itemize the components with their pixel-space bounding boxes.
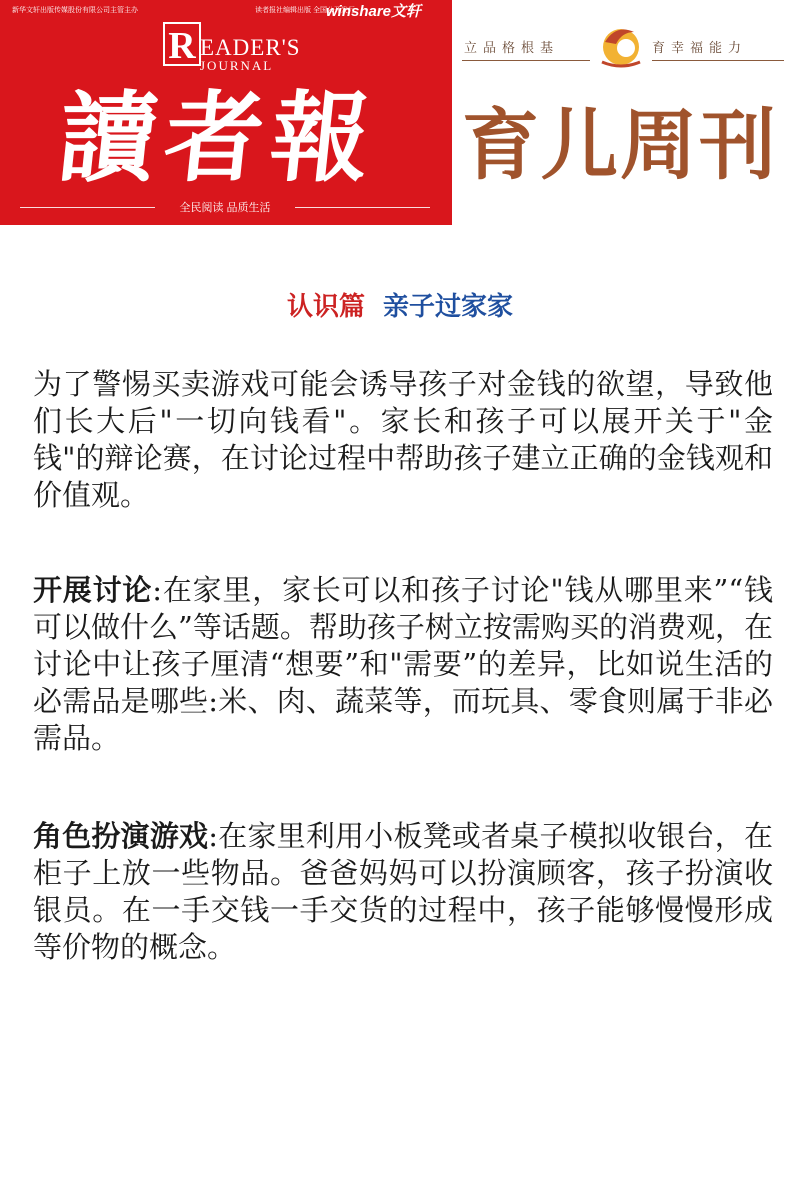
slogan: 全民阅读 品质生活 <box>179 202 271 214</box>
paragraph-intro: 为了警惕买卖游戏可能会诱导孩子对金钱的欲望，导致他们长大后"一切向钱看"。家长和孩子可以展开关于"金钱"的辩论赛，在讨论过程中帮助孩子建立正确的金钱观和价值观。 <box>33 367 773 512</box>
discussion-lead: 开展讨论 <box>33 573 153 607</box>
heading-topic: 亲子过家家 <box>383 292 514 322</box>
edition-text: 读者报社编辑出版 全国公开发行 <box>255 7 355 14</box>
slogan-divider-right <box>295 207 430 208</box>
slogan-divider-left <box>20 207 155 208</box>
motto-right: 育幸福能力 <box>652 41 748 56</box>
sun-emblem-icon <box>596 22 646 68</box>
parenting-weekly-title: 育儿周刊 <box>462 102 778 191</box>
motto-left: 立品格根基 <box>464 41 560 56</box>
role-play-lead: 角色扮演游戏 <box>33 819 209 853</box>
article-heading <box>0 286 800 323</box>
journal-wordmark: JOURNAL <box>200 58 274 73</box>
discussion-text: :在家里，家长可以和孩子讨论"钱从哪里来”“钱可以做什么”等话题。帮助孩子树立按需购买的消费观，在讨论中让孩子厘清“想要”和"需要”的差异，比如说生活的必需品是哪些:米、肉、蔬菜等，而玩具、零食则属于非必需品。 <box>33 573 773 755</box>
role-play-text: :在家里利用小板凳或者桌子模拟收银台，在柜子上放一些物品。爸爸妈妈可以扮演顾客，孩子扮演收银员。在一手交钱一手交货的过程中，孩子能够慢慢形成等价物的概念。 <box>33 819 773 964</box>
newspaper-title: 讀者報 <box>53 81 384 196</box>
motto-underline-left <box>462 60 590 61</box>
readers-journal-banner <box>0 0 452 225</box>
readers-wordmark: EADER'S <box>200 35 301 60</box>
winshare-logo: winshare文轩 <box>326 3 422 20</box>
publisher-text: 新华文轩出版传媒股份有限公司主管主办 <box>12 7 138 14</box>
paragraph-role-play <box>33 818 773 966</box>
svg-text:R: R <box>168 25 196 66</box>
motto-underline-right <box>652 60 784 61</box>
paragraph-discussion <box>33 572 773 757</box>
heading-section: 认识篇 <box>286 292 365 322</box>
parenting-weekly-header <box>462 18 792 198</box>
